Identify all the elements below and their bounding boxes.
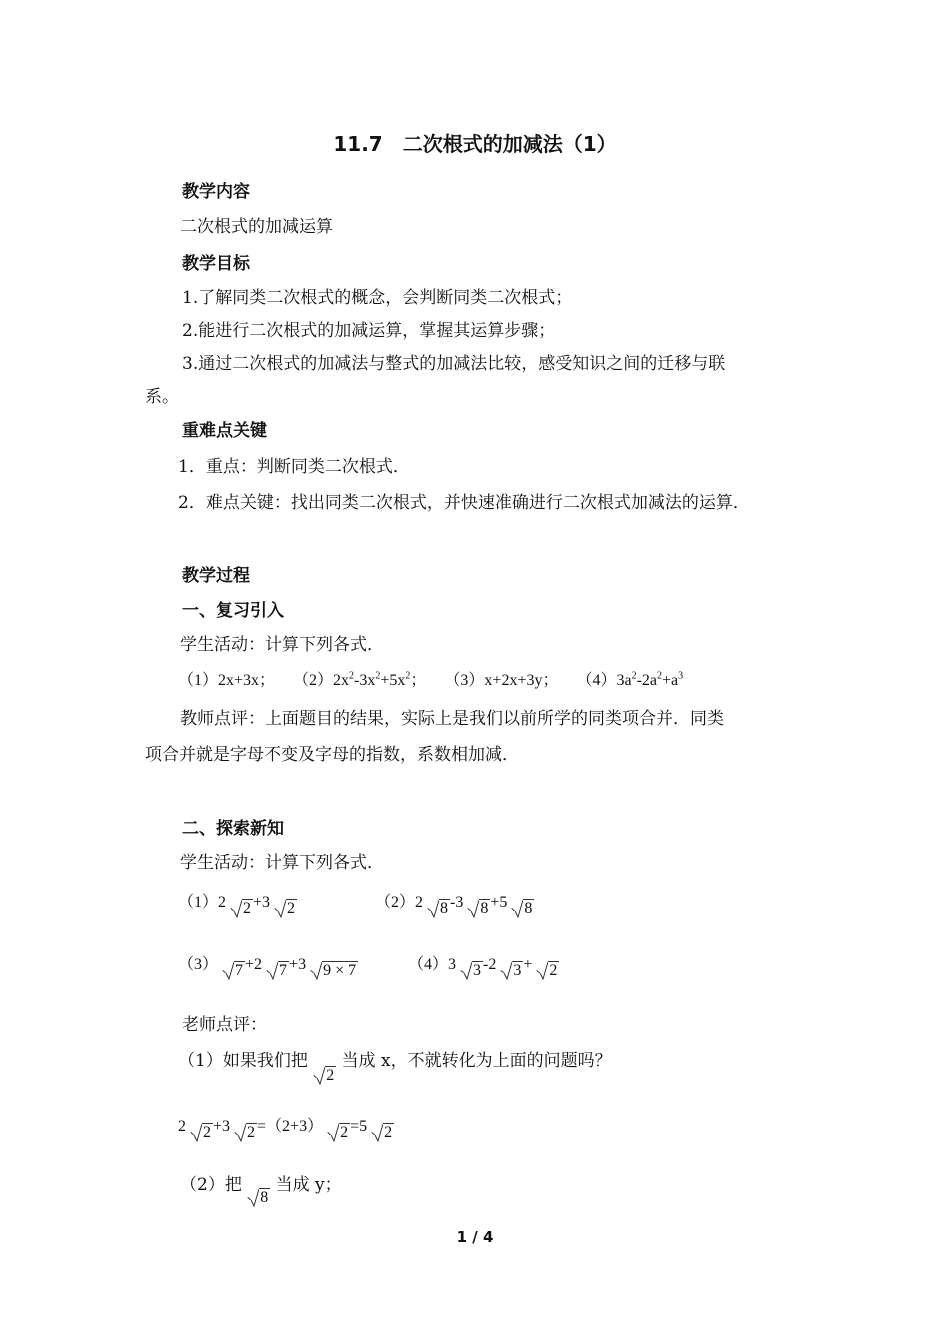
sqrt-9x7: 9 × 7: [311, 961, 358, 980]
heading-review: 一、复习引入: [182, 601, 284, 621]
sqrt-2: 2: [191, 1123, 213, 1142]
explore-exercise-1: （1）2 2 +3 2: [178, 894, 296, 917]
sqrt-8: 8: [512, 899, 534, 918]
sqrt-3: 3: [501, 961, 523, 980]
sqrt-2: 2: [314, 1066, 336, 1085]
review-exercise-3: （3）x+2x+3y；: [444, 672, 559, 689]
sqrt-7: 7: [267, 961, 289, 980]
review-comment-line2: 项合并就是字母不变及字母的指数，系数相加减．: [145, 745, 519, 765]
sqrt-2: 2: [275, 899, 297, 918]
sqrt-7: 7: [223, 961, 245, 980]
sqrt-2: 2: [537, 961, 559, 980]
review-exercise-4: $(4)3a^2-2a^2+a^3$: [576, 670, 684, 689]
heading-key-points: 重难点关键: [182, 421, 267, 441]
heading-content: 教学内容: [182, 182, 250, 202]
equation-line: 2 2 +3 2 =（2+3） 2 =5 2: [178, 1118, 393, 1141]
page-number: 1 / 4: [456, 1228, 494, 1246]
review-exercise-2: $(2)2x^2-3x^2+5x^2$；: [293, 670, 427, 689]
sqrt-2: 2: [372, 1123, 394, 1142]
heading-process: 教学过程: [182, 566, 250, 586]
question-1-text: （1）如果我们把 2 当成 x，不就转化为上面的问题吗？: [178, 1051, 612, 1084]
goal-2: 2.能进行二次根式的加减运算，掌握其运算步骤；: [182, 321, 556, 341]
page-title: 11.7 二次根式的加减法（1）: [333, 132, 617, 156]
sqrt-2: 2: [231, 899, 253, 918]
question-2-text: （2）把 8 当成 y；: [180, 1175, 342, 1206]
goal-1: 1.了解同类二次根式的概念，会判断同类二次根式；: [182, 288, 573, 308]
sqrt-2: 2: [235, 1123, 257, 1142]
sqrt-2: 2: [328, 1123, 350, 1142]
sqrt-3: 3: [461, 961, 483, 980]
explore-exercise-4: （4）3 3 -2 3 + 2: [408, 956, 558, 979]
teacher-comment: 老师点评：: [182, 1015, 267, 1035]
review-comment-line1: 教师点评：上面题目的结果，实际上是我们以前所学的同类项合并．同类: [180, 709, 724, 729]
key-point-1: 1．重点：判断同类二次根式．: [178, 457, 410, 477]
sqrt-8: 8: [468, 899, 490, 918]
explore-exercise-2: （2）2 8 -3 8 +5 8: [375, 894, 533, 917]
review-activity: 学生活动：计算下列各式．: [180, 635, 384, 655]
key-point-2: 2．难点关键：找出同类二次根式，并快速准确进行二次根式加减法的运算．: [178, 493, 750, 513]
content-text: 二次根式的加减运算: [180, 217, 333, 237]
explore-activity: 学生活动：计算下列各式．: [180, 853, 384, 873]
goal-3-line1: 3.通过二次根式的加减法与整式的加减法比较，感受知识之间的迁移与联: [182, 354, 726, 374]
heading-explore: 二、探索新知: [182, 819, 284, 839]
explore-exercise-3: （3） 7 +2 7 +3 9 × 7: [178, 956, 357, 979]
heading-goals: 教学目标: [182, 254, 250, 274]
review-exercises: [178, 670, 683, 692]
review-exercise-1: （1）2x+3x；: [178, 672, 276, 689]
sqrt-8: 8: [248, 1188, 270, 1207]
goal-3-line2: 系。: [145, 387, 179, 407]
sqrt-8: 8: [428, 899, 450, 918]
